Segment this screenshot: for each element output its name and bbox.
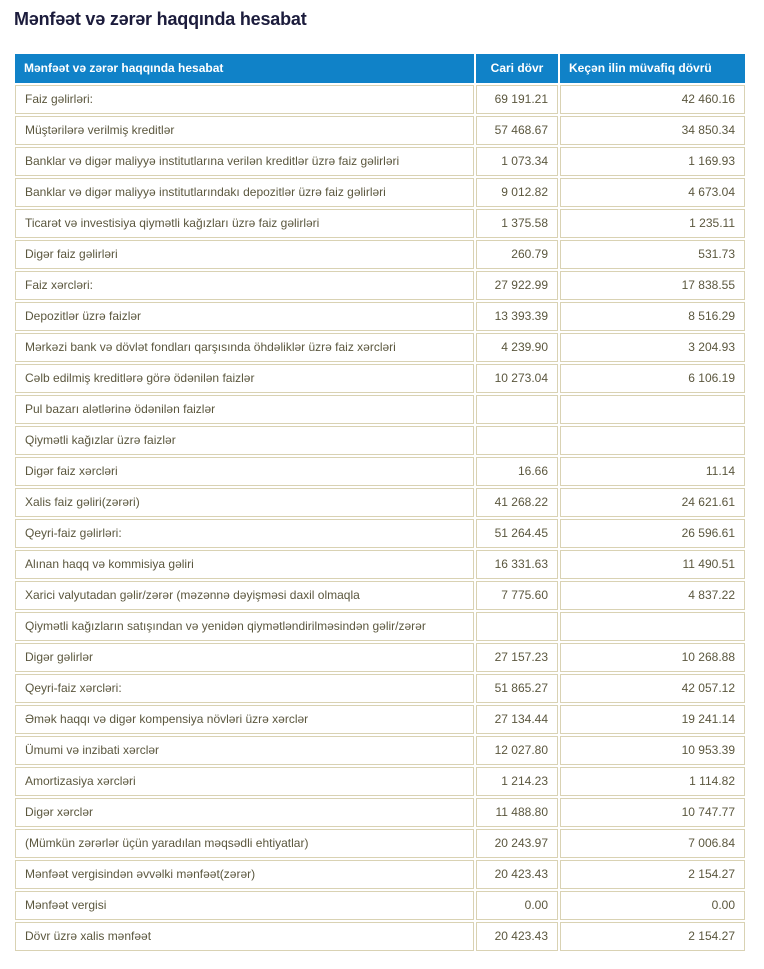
row-previous-value-cell: 11 490.51 bbox=[560, 550, 745, 579]
row-current-value-cell: 27 134.44 bbox=[476, 705, 558, 734]
row-previous-value-cell: 24 621.61 bbox=[560, 488, 745, 517]
row-current-value-cell: 51 865.27 bbox=[476, 674, 558, 703]
row-current-value-cell: 41 268.22 bbox=[476, 488, 558, 517]
row-label-cell: Qiymətli kağızların satışından və yenidən qiymətləndirilməsindən gəlir/zərər bbox=[15, 612, 474, 641]
table-row bbox=[15, 860, 745, 889]
table-row bbox=[15, 705, 745, 734]
row-current-value-cell: 1 073.34 bbox=[476, 147, 558, 176]
table-row bbox=[15, 85, 745, 114]
row-previous-value-cell bbox=[560, 612, 745, 641]
table-row bbox=[15, 271, 745, 300]
row-previous-value-cell bbox=[560, 395, 745, 424]
row-label-cell: Banklar və digər maliyyə institutlarındakı depozitlər üzrə faiz gəlirləri bbox=[15, 178, 474, 207]
row-current-value-cell: 27 922.99 bbox=[476, 271, 558, 300]
row-previous-value-cell bbox=[560, 426, 745, 455]
row-current-value-cell: 260.79 bbox=[476, 240, 558, 269]
row-previous-value-cell: 17 838.55 bbox=[560, 271, 745, 300]
row-label-cell: Ticarət və investisiya qiymətli kağızları üzrə faiz gəlirləri bbox=[15, 209, 474, 238]
row-current-value-cell: 16.66 bbox=[476, 457, 558, 486]
header-cell-previous-period: Keçən ilin müvafiq dövrü bbox=[560, 54, 745, 83]
table-row bbox=[15, 116, 745, 145]
table-row bbox=[15, 488, 745, 517]
row-label-cell: Banklar və digər maliyyə institutlarına verilən kreditlər üzrə faiz gəlirləri bbox=[15, 147, 474, 176]
table-row bbox=[15, 798, 745, 827]
table-row bbox=[15, 767, 745, 796]
row-label-cell: Digər xərclər bbox=[15, 798, 474, 827]
row-previous-value-cell: 2 154.27 bbox=[560, 922, 745, 951]
row-previous-value-cell: 7 006.84 bbox=[560, 829, 745, 858]
row-label-cell: Qiymətli kağızlar üzrə faizlər bbox=[15, 426, 474, 455]
row-label-cell: Ümumi və inzibati xərclər bbox=[15, 736, 474, 765]
header-cell-current-period: Cari dövr bbox=[476, 54, 558, 83]
row-current-value-cell bbox=[476, 426, 558, 455]
row-current-value-cell: 9 012.82 bbox=[476, 178, 558, 207]
row-label-cell: Pul bazarı alətlərinə ödənilən faizlər bbox=[15, 395, 474, 424]
row-previous-value-cell: 531.73 bbox=[560, 240, 745, 269]
row-label-cell: Depozitlər üzrə faizlər bbox=[15, 302, 474, 331]
pnl-table bbox=[13, 52, 747, 953]
table-row bbox=[15, 147, 745, 176]
row-label-cell: Qeyri-faiz xərcləri: bbox=[15, 674, 474, 703]
table-row bbox=[15, 178, 745, 207]
row-current-value-cell: 20 423.43 bbox=[476, 922, 558, 951]
row-label-cell: Qeyri-faiz gəlirləri: bbox=[15, 519, 474, 548]
table-row bbox=[15, 829, 745, 858]
table-row bbox=[15, 612, 745, 641]
row-current-value-cell: 13 393.39 bbox=[476, 302, 558, 331]
table-row bbox=[15, 891, 745, 920]
row-current-value-cell: 7 775.60 bbox=[476, 581, 558, 610]
row-current-value-cell: 20 243.97 bbox=[476, 829, 558, 858]
table-row bbox=[15, 519, 745, 548]
row-label-cell: Digər faiz gəlirləri bbox=[15, 240, 474, 269]
table-row bbox=[15, 209, 745, 238]
row-previous-value-cell: 1 114.82 bbox=[560, 767, 745, 796]
table-row bbox=[15, 395, 745, 424]
row-label-cell: Müştərilərə verilmiş kreditlər bbox=[15, 116, 474, 145]
row-current-value-cell: 69 191.21 bbox=[476, 85, 558, 114]
table-row bbox=[15, 550, 745, 579]
table-row bbox=[15, 426, 745, 455]
table-body bbox=[15, 85, 745, 951]
row-current-value-cell: 4 239.90 bbox=[476, 333, 558, 362]
row-previous-value-cell: 0.00 bbox=[560, 891, 745, 920]
row-label-cell: Digər gəlirlər bbox=[15, 643, 474, 672]
row-current-value-cell: 12 027.80 bbox=[476, 736, 558, 765]
row-previous-value-cell: 42 057.12 bbox=[560, 674, 745, 703]
table-row bbox=[15, 240, 745, 269]
row-current-value-cell: 16 331.63 bbox=[476, 550, 558, 579]
row-current-value-cell bbox=[476, 612, 558, 641]
row-current-value-cell: 57 468.67 bbox=[476, 116, 558, 145]
row-label-cell: Mərkəzi bank və dövlət fondları qarşısında öhdəliklər üzrə faiz xərcləri bbox=[15, 333, 474, 362]
table-row bbox=[15, 457, 745, 486]
row-previous-value-cell: 10 747.77 bbox=[560, 798, 745, 827]
row-label-cell: Xalis faiz gəliri(zərəri) bbox=[15, 488, 474, 517]
row-previous-value-cell: 42 460.16 bbox=[560, 85, 745, 114]
table-row bbox=[15, 333, 745, 362]
row-previous-value-cell: 4 673.04 bbox=[560, 178, 745, 207]
table-row bbox=[15, 302, 745, 331]
row-label-cell: (Mümkün zərərlər üçün yaradılan məqsədli ehtiyatlar) bbox=[15, 829, 474, 858]
row-label-cell: Faiz xərcləri: bbox=[15, 271, 474, 300]
row-label-cell: Əmək haqqı və digər kompensiya növləri üzrə xərclər bbox=[15, 705, 474, 734]
row-current-value-cell: 27 157.23 bbox=[476, 643, 558, 672]
row-previous-value-cell: 2 154.27 bbox=[560, 860, 745, 889]
row-previous-value-cell: 8 516.29 bbox=[560, 302, 745, 331]
row-current-value-cell: 0.00 bbox=[476, 891, 558, 920]
row-current-value-cell: 20 423.43 bbox=[476, 860, 558, 889]
row-label-cell: Cəlb edilmiş kreditlərə görə ödənilən faizlər bbox=[15, 364, 474, 393]
row-previous-value-cell: 19 241.14 bbox=[560, 705, 745, 734]
row-label-cell: Digər faiz xərcləri bbox=[15, 457, 474, 486]
table-row bbox=[15, 364, 745, 393]
row-current-value-cell: 10 273.04 bbox=[476, 364, 558, 393]
row-current-value-cell: 1 375.58 bbox=[476, 209, 558, 238]
row-previous-value-cell: 1 235.11 bbox=[560, 209, 745, 238]
row-label-cell: Alınan haqq və kommisiya gəliri bbox=[15, 550, 474, 579]
page-title: Mənfəət və zərər haqqında hesabat bbox=[14, 9, 307, 29]
row-label-cell: Xarici valyutadan gəlir/zərər (məzənnə dəyişməsi daxil olmaqla bbox=[15, 581, 474, 610]
table-header-row bbox=[15, 54, 745, 83]
row-label-cell: Mənfəət vergisi bbox=[15, 891, 474, 920]
row-current-value-cell: 1 214.23 bbox=[476, 767, 558, 796]
row-label-cell: Mənfəət vergisindən əvvəlki mənfəət(zərər) bbox=[15, 860, 474, 889]
row-previous-value-cell: 1 169.93 bbox=[560, 147, 745, 176]
row-label-cell: Amortizasiya xərcləri bbox=[15, 767, 474, 796]
table-row bbox=[15, 674, 745, 703]
row-current-value-cell: 51 264.45 bbox=[476, 519, 558, 548]
table-row bbox=[15, 643, 745, 672]
row-previous-value-cell: 26 596.61 bbox=[560, 519, 745, 548]
row-label-cell: Dövr üzrə xalis mənfəət bbox=[15, 922, 474, 951]
row-label-cell: Faiz gəlirləri: bbox=[15, 85, 474, 114]
row-previous-value-cell: 4 837.22 bbox=[560, 581, 745, 610]
row-current-value-cell: 11 488.80 bbox=[476, 798, 558, 827]
row-previous-value-cell: 6 106.19 bbox=[560, 364, 745, 393]
row-previous-value-cell: 10 268.88 bbox=[560, 643, 745, 672]
header-cell-label: Mənfəət və zərər haqqında hesabat bbox=[15, 54, 474, 83]
table-row bbox=[15, 922, 745, 951]
row-previous-value-cell: 10 953.39 bbox=[560, 736, 745, 765]
row-current-value-cell bbox=[476, 395, 558, 424]
table-row bbox=[15, 736, 745, 765]
row-previous-value-cell: 34 850.34 bbox=[560, 116, 745, 145]
row-previous-value-cell: 3 204.93 bbox=[560, 333, 745, 362]
row-previous-value-cell: 11.14 bbox=[560, 457, 745, 486]
table-row bbox=[15, 581, 745, 610]
